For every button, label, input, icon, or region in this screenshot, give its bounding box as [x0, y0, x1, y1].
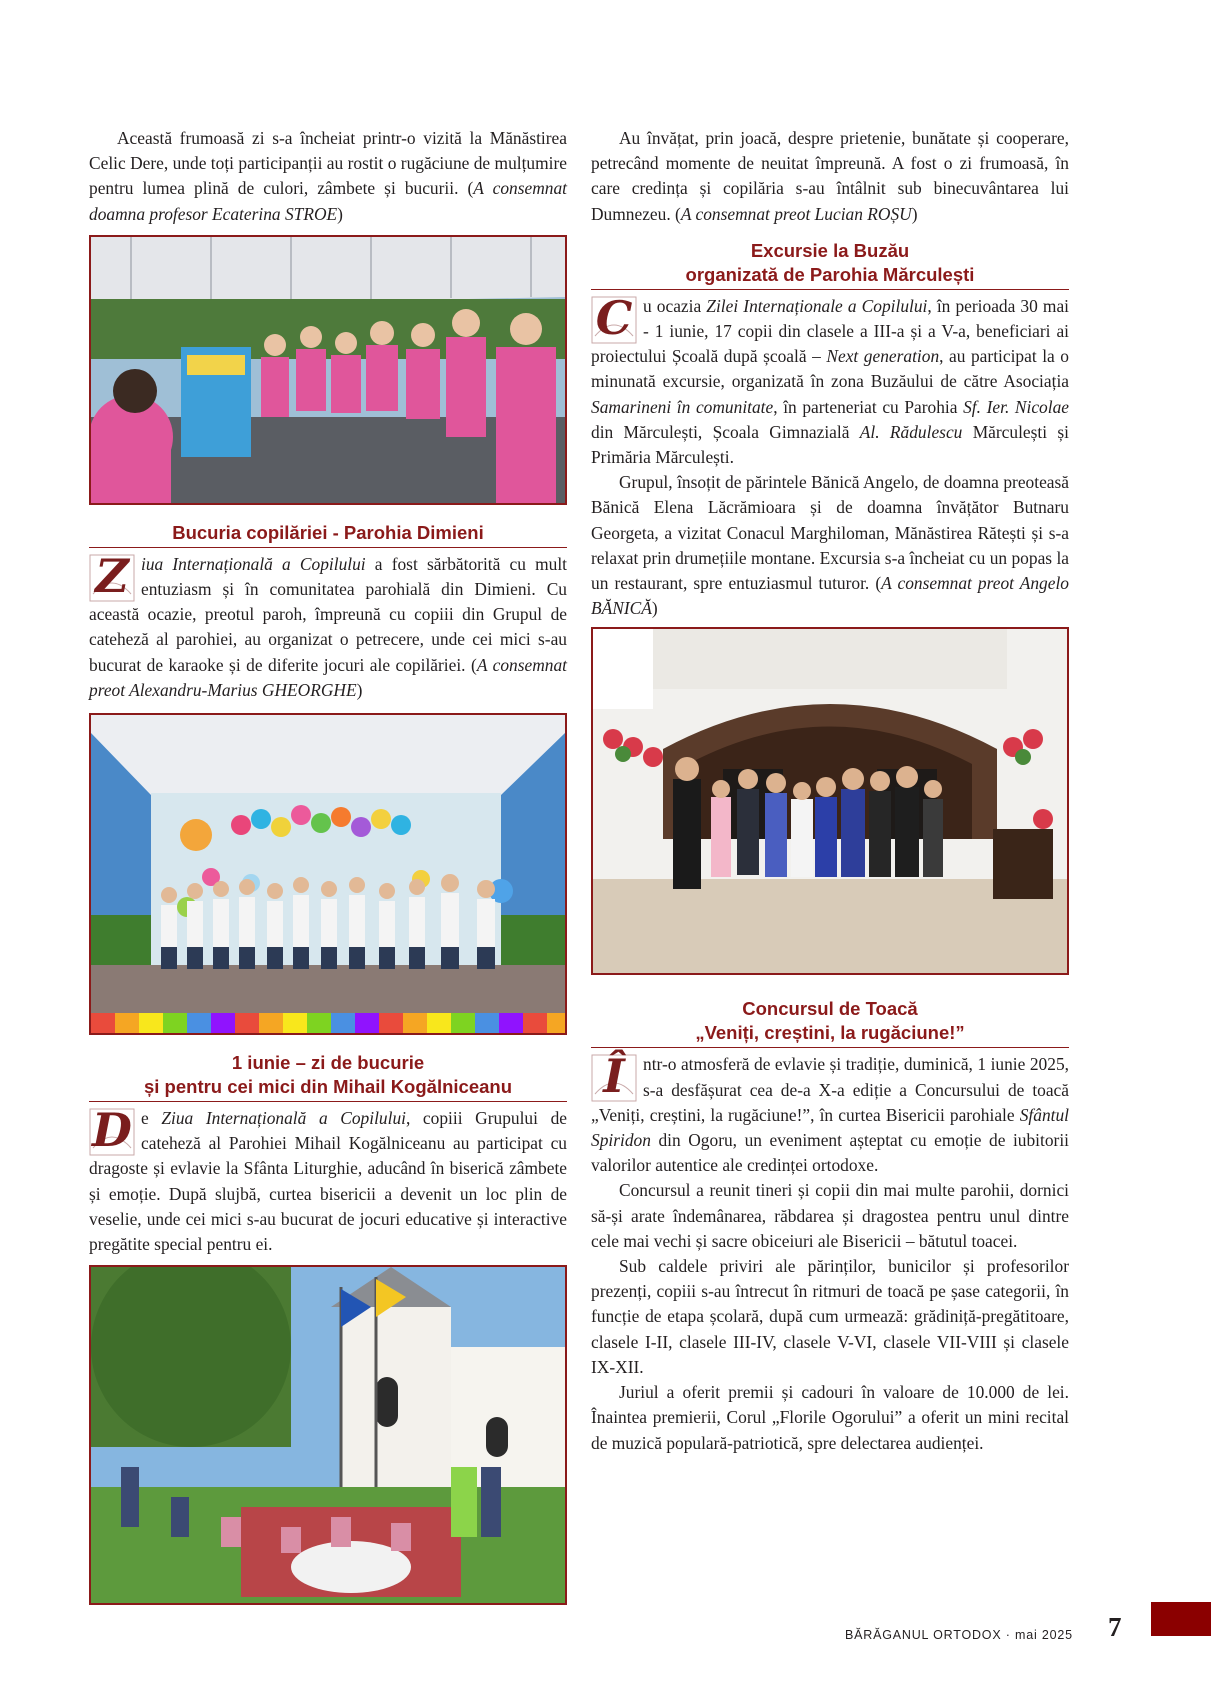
article-body-dimieni: Z iua Internațională a Copilului a fost sărbătorită cu mult entuziasm și în comunitatea parohială din Dimieni. Cu această ocazie, preotul paroh, împreună cu copiii din Grupul de cateheză al parohiei, au organizat o petrecere, unde cei mici s-au bucurat de karaoke și de diferite jocuri ale copilăriei. (A consemnat preot Alexandru-Marius GHEORGHE)	[89, 548, 567, 700]
publication-name: BĂRĂGANUL ORTODOX	[845, 1628, 1002, 1642]
article-body-buzau-p2: Grupul, însoțit de părintele Bănică Angelo, de doamna preoteasă Bănică Elena Lăcrămioara și de doamna învățător Butnaru Georgeta, a vizitat Conacul Marghiloman, Mănăstirea Rătești și s-a relaxat prin drumețiile montane. Excursia s-a încheiat cu un popas la un restaurant, spre entuziasmul tuturor. (A consemnat preot Angelo BĂNICĂ)	[591, 472, 1069, 619]
article-body-toaca-p4: Juriul a oferit premii și cadouri în valoare de 10.000 de lei. Înaintea premierii, Corul „Florile Ogorului” a oferit un mini recital de muzică populară-patriotică, spre delectarea audienței.	[591, 1382, 1069, 1453]
drop-cap-d: D	[89, 1108, 135, 1156]
article-dimieni	[89, 521, 567, 703]
article-body-toaca-p3: Sub caldele priviri ale părinților, bunicilor și profesorilor prezenți, copiii s-au întrecut în ritmuri de toacă pe șase categorii, în funcție de etapa școlară, după cum urmează: grădiniță-pregătitoare, clasele I-II, clasele III-IV, clasele V-VI, clasele VII-VIII și clasele IX-XII.	[591, 1256, 1069, 1377]
drop-cap-c: C	[591, 296, 637, 344]
article-toaca	[591, 997, 1069, 1455]
intro-paragraph-left: Această frumoasă zi s-a încheiat printr-o vizită la Mănăstirea Celic Dere, unde toți participanții au rostit o rugăciune de mulțumire pentru lumea plină de culori, zâmbete și bucurii. (A consemnat doamna profesor Ecaterina STROE)	[89, 128, 567, 224]
intro-paragraph-right: Au învățat, prin joacă, despre prietenie, bunătate și cooperare, petrecând momente de neuitat împreună. A fost o zi frumoasă, în care credința și copilăria s-au întâlnit sub binecuvântarea lui Dumnezeu. (A consemnat preot Lucian ROȘU)	[591, 128, 1069, 224]
title-line-1: 1 iunie – zi de bucurie	[231, 1052, 425, 1074]
page-tab-bar	[1151, 1602, 1211, 1636]
article-body-toaca-p2: Concursul a reunit tineri și copii din mai multe parohii, dornici să-și arate îndemânarea, răbdarea și dragostea pentru unul dintre cele mai vechi și sacre obiceiuri ale Bisericii – bătutul toacei.	[591, 1180, 1069, 1251]
drop-cap-z: Z	[89, 554, 135, 602]
title-line-2: „Veniți, creștini, la rugăciune!”	[695, 1022, 965, 1044]
article-body-toaca-p1: Î ntr-o atmosferă de evlavie și tradiție, duminică, 1 iunie 2025, s-a desfășurat cea de-a X-a ediție a Concursului de toacă „Veniți, creștini, la rugăciune!”, în curtea Bisericii parohiale Sfântul Spiridon din Ogoru, un eveniment așteptat cu emoție de iubitorii valorilor autentice ale credinței ortodoxe.	[591, 1049, 1069, 1176]
footer-publication	[845, 1628, 1073, 1642]
article-body-buzau-p1: C u ocazia Zilei Internaționale a Copilului, în perioada 30 mai - 1 iunie, 17 copii din clasele a III-a și a V-a, beneficiari ai proiectului Școală după școală – Next generation, au participat la o minunată excursie, organizată în zona Buzăului de către Asociația Samarineni în comunitate, în parteneriat cu Parohia Sf. Ier. Nicolae din Mărculești, Școala Gimnazială Al. Rădulescu Mărculești și Primăria Mărculești.	[591, 290, 1069, 468]
title-line-2: și pentru cei mici din Mihail Kogălniceanu	[143, 1076, 512, 1098]
page-number: 7	[1108, 1612, 1122, 1642]
article-title-buzau	[591, 239, 1069, 290]
left-column	[89, 126, 567, 1605]
photo-church-courtyard	[89, 1265, 567, 1605]
photo-children-stage-balloons	[89, 713, 567, 1035]
issue-date: mai 2025	[1015, 1628, 1073, 1642]
article-buzau	[591, 239, 1069, 622]
article-body-kogalniceanu: D e Ziua Internațională a Copilului, copiii Grupului de cateheză al Parohiei Mihail Kogălniceanu au participat cu dragoste și evlavie la Sfânta Liturghie, aducând în biserică zâmbete și emoție. După slujbă, curtea bisericii a devenit un loc plin de veselie, unde cei mici s-au bucurat de jocuri educative și interactive pregătite special pentru ei.	[89, 1103, 567, 1255]
title-line-1: Excursie la Buzău	[750, 239, 910, 261]
title-line-2: organizată de Parohia Mărculești	[685, 263, 975, 285]
article-kogalniceanu	[89, 1051, 567, 1257]
article-title-toaca	[591, 997, 1069, 1048]
footer-separator: ·	[1005, 1628, 1011, 1642]
article-title-kogalniceanu	[89, 1051, 567, 1102]
article-title-dimieni: Bucuria copilăriei - Parohia Dimieni	[89, 521, 567, 548]
right-column	[591, 126, 1069, 1456]
title-line-1: Concursul de Toacă	[742, 998, 918, 1020]
photo-children-pink-shirts	[89, 235, 567, 505]
drop-cap-i: Î	[591, 1054, 637, 1102]
photo-group-monastery	[591, 627, 1069, 975]
